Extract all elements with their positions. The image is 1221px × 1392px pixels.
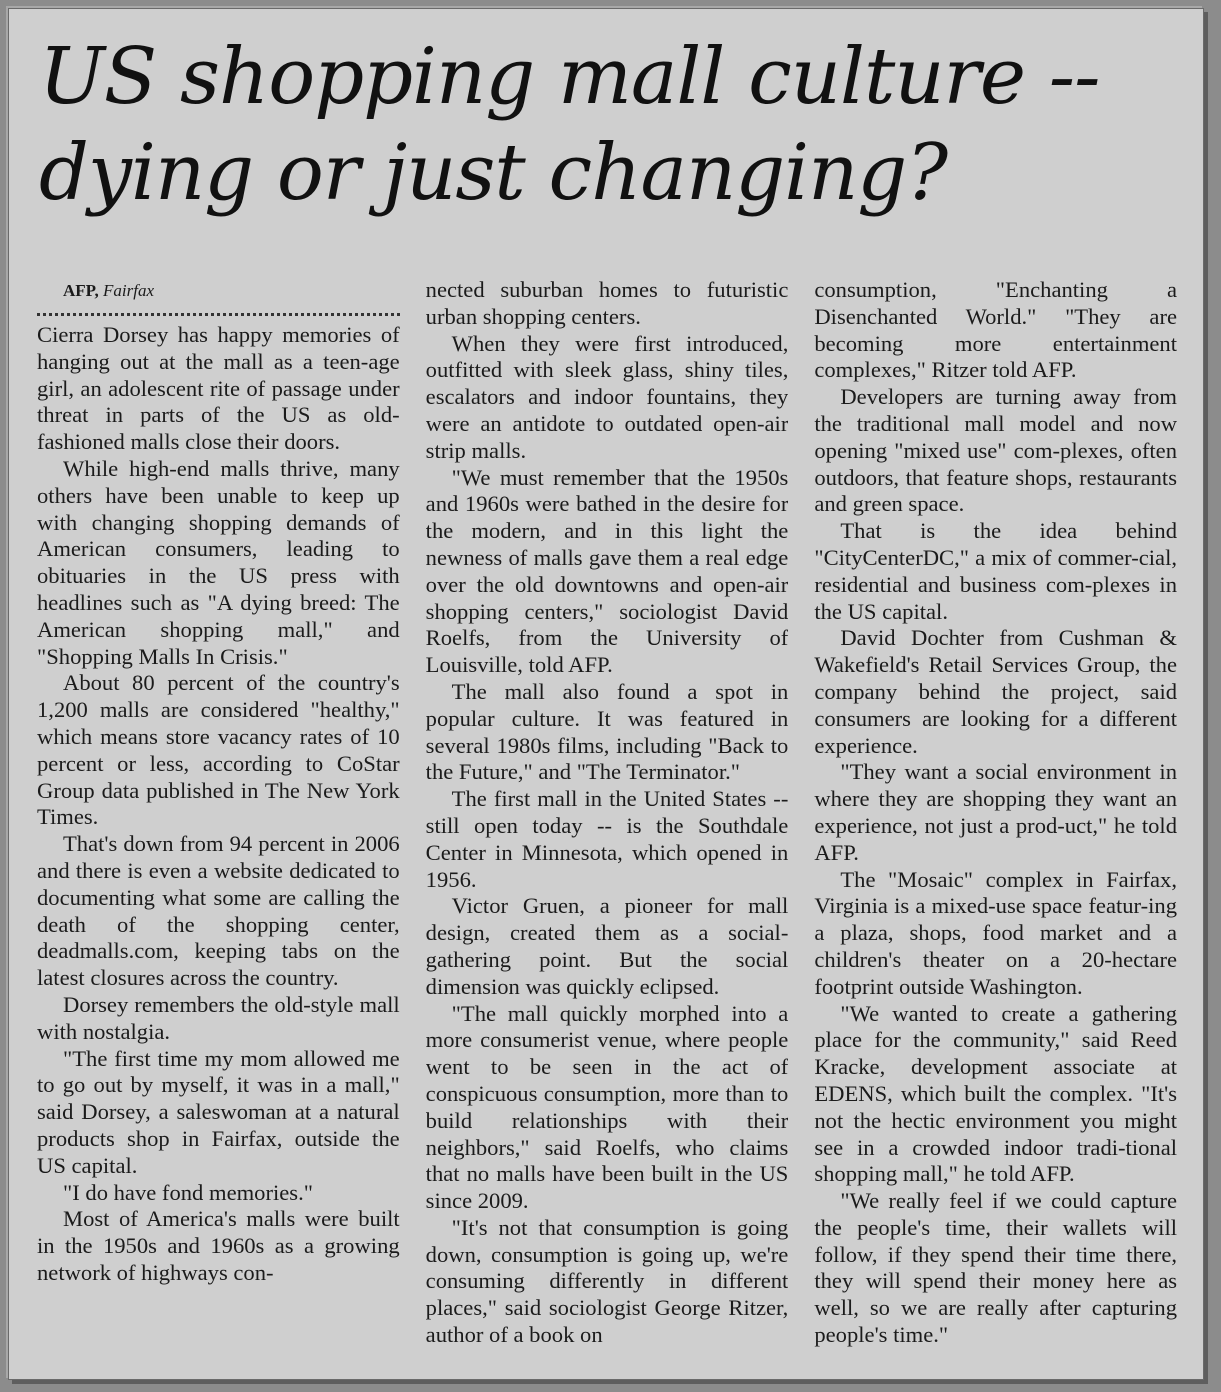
headline-line-2: dying or just changing? bbox=[39, 128, 948, 218]
article-body bbox=[37, 277, 1177, 1362]
paragraph: Developers are turning away from the traditional mall model and now opening "mixed use" com-plexes, often outdoors, that feature shops, restaurants and green space. bbox=[814, 384, 1178, 517]
headline-line-1: US shopping mall culture -- bbox=[39, 32, 1100, 122]
paragraph: While high-end malls thrive, many others have been unable to keep up with changing shopping demands of American consumers, leading to obituaries in the US press with headlines such as "A dying breed: The American shopping mall," and "Shopping Malls In Crisis." bbox=[37, 455, 400, 669]
paragraph: David Dochter from Cushman & Wakefield's Retail Services Group, the company behind the project, said consumers are looking for a different experience. bbox=[814, 625, 1178, 758]
headline bbox=[39, 29, 1189, 221]
article-column-2 bbox=[426, 277, 789, 1362]
paragraph: "We really feel if we could capture the people's time, their wallets will follow, if they spend their time there, they will spend their money here as well, so we are really after capturing people's time." bbox=[814, 1188, 1178, 1348]
byline-agency: AFP, bbox=[63, 281, 99, 300]
paragraph: "We must remember that the 1950s and 1960s were bathed in the desire for the modern, and in this light the newness of malls gave them a real edge over the old downtowns and open-air shopping centers," sociologist David Roelfs, from the University of Louisville, told AFP. bbox=[425, 464, 789, 678]
paragraph: Most of America's malls were built in the 1950s and 1960s as a growing network of highways con- bbox=[37, 1206, 400, 1285]
paragraph: "They want a social environment in where they are shopping they want an experience, not just a prod-uct," he told AFP. bbox=[814, 759, 1178, 865]
paragraph: That is the idea behind "CityCenterDC," a mix of commer-cial, residential and business com-plexes in the US capital. bbox=[814, 518, 1178, 624]
paragraph: The first mall in the United States -- still open today -- is the Southdale Center in Minnesota, which opened in 1956. bbox=[425, 786, 789, 892]
article-column-1 bbox=[37, 277, 400, 1362]
paragraph: "The first time my mom allowed me to go out by myself, it was in a mall," said Dorsey, a saleswoman at a natural products shop in Fairfax, outside the US capital. bbox=[37, 1045, 400, 1178]
paragraph: When they were first introduced, outfitted with sleek glass, shiny tiles, escalators and indoor fountains, they were an antidote to outdated open-air strip malls. bbox=[425, 330, 789, 463]
paragraph: "We wanted to create a gathering place for the community," said Reed Kracke, development associate at EDENS, which built the complex. "It's not the hectic environment you might see in a crowded indoor tradi-tional shopping mall," he told AFP. bbox=[814, 1000, 1178, 1187]
article-column-3 bbox=[814, 277, 1177, 1362]
byline-divider bbox=[37, 313, 400, 316]
paragraph: Victor Gruen, a pioneer for mall design, created them as a social-gathering point. But the social dimension was quickly eclipsed. bbox=[425, 893, 789, 999]
paragraph: The "Mosaic" complex in Fairfax, Virginia is a mixed-use space featur-ing a plaza, shops, food market and a children's theater on a 20-hectare footprint outside Washington. bbox=[814, 866, 1178, 999]
paragraph: Cierra Dorsey has happy memories of hanging out at the mall as a teen-age girl, an adolescent rite of passage under threat in parts of the US as old-fashioned malls close their doors. bbox=[37, 322, 400, 455]
paragraph: consumption, "Enchanting a Disenchanted World." "They are becoming more entertainment complexes," Ritzer told AFP. bbox=[814, 277, 1178, 383]
paragraph: That's down from 94 percent in 2006 and there is even a website dedicated to documenting what some are calling the death of the shopping center, deadmalls.com, keeping tabs on the latest closures across the country. bbox=[37, 831, 400, 991]
paragraph: About 80 percent of the country's 1,200 malls are considered "healthy," which means store vacancy rates of 10 percent or less, according to CoStar Group data published in The New York Times. bbox=[37, 670, 400, 830]
byline bbox=[37, 277, 400, 305]
paragraph: "The mall quickly morphed into a more consumerist venue, where people went to be seen in the act of conspicuous consumption, more than to build relationships with their neighbors," said Roelfs, who claims that no malls have been built in the US since 2009. bbox=[425, 1000, 789, 1214]
newspaper-clipping bbox=[8, 8, 1204, 1380]
paragraph: nected suburban homes to futuristic urban shopping centers. bbox=[425, 277, 789, 329]
paragraph: The mall also found a spot in popular culture. It was featured in several 1980s films, including "Back to the Future," and "The Terminator." bbox=[425, 678, 789, 785]
paragraph: "I do have fond memories." bbox=[63, 1179, 313, 1205]
byline-place: Fairfax bbox=[103, 281, 154, 300]
paragraph: Dorsey remembers the old-style mall with nostalgia. bbox=[37, 991, 400, 1044]
paragraph: "It's not that consumption is going down, consumption is going up, we're consuming differently in different places," said sociologist George Ritzer, author of a book on bbox=[425, 1214, 789, 1348]
